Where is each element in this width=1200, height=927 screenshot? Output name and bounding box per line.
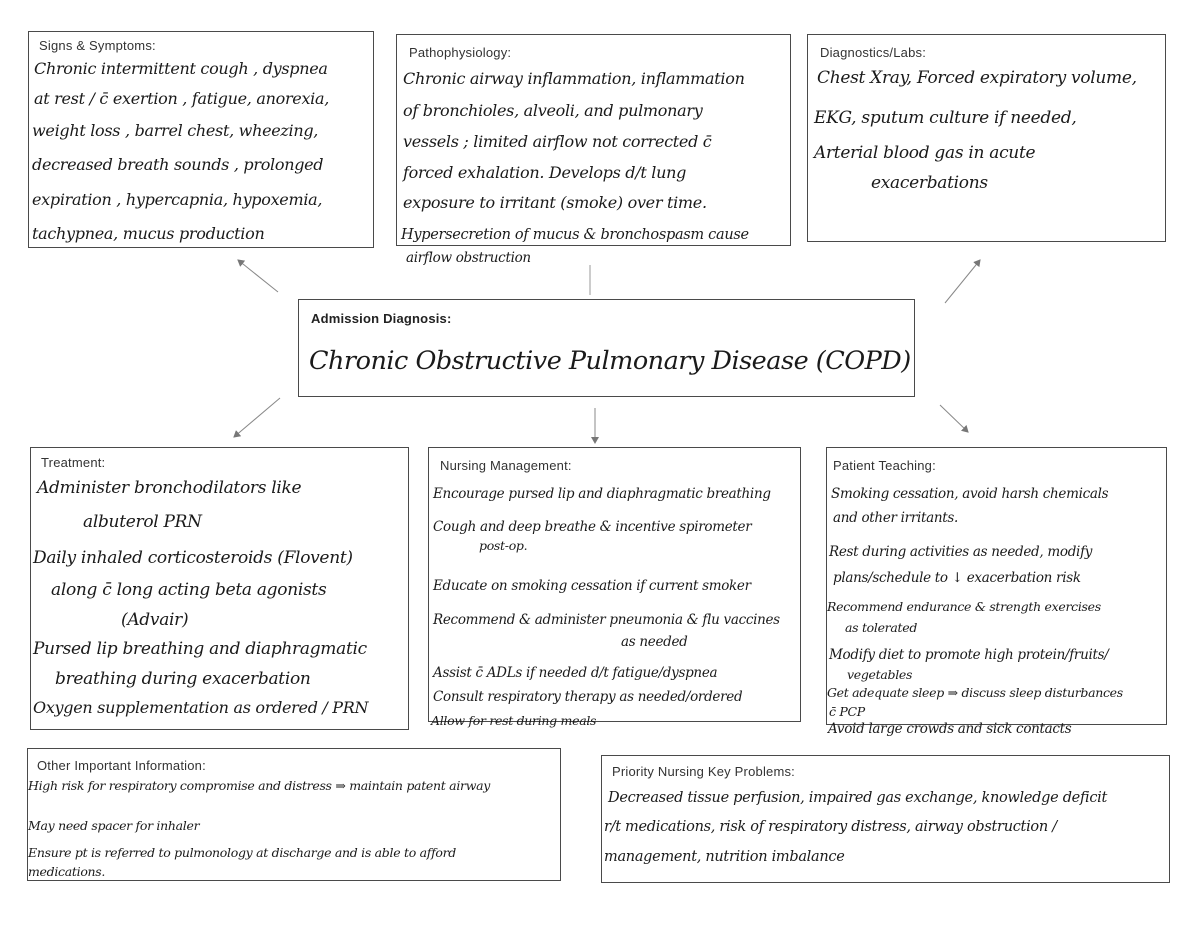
patho-line: vessels ; limited airflow not corrected c̄ — [403, 132, 712, 151]
diag-line: Arterial blood gas in acute — [814, 143, 1036, 163]
teaching-line: as tolerated — [845, 620, 918, 635]
treatment-line: albuterol PRN — [83, 512, 202, 532]
nursing-line: Allow for rest during meals — [431, 713, 597, 728]
priority-line: r/t medications, risk of respiratory distress, airway obstruction / — [604, 819, 1057, 835]
treatment-line: Oxygen supplementation as ordered / PRN — [33, 698, 369, 717]
other-line: May need spacer for inhaler — [28, 818, 200, 833]
treatment-box — [30, 447, 409, 730]
nursing-management-label: Nursing Management: — [440, 458, 572, 473]
patho-line: Hypersecretion of mucus & bronchospasm cause — [401, 227, 749, 243]
patho-line: exposure to irritant (smoke) over time. — [403, 193, 707, 212]
nursing-line: as needed — [621, 634, 688, 650]
diag-line: Chest Xray, Forced expiratory volume, — [817, 68, 1137, 88]
nursing-management-box — [428, 447, 801, 728]
nursing-line: Assist c̄ ADLs if needed d/t fatigue/dyspnea — [433, 665, 718, 681]
teaching-line: Get adequate sleep ⇒ discuss sleep disturbances — [827, 685, 1123, 700]
treatment-line: Daily inhaled corticosteroids (Flovent) — [33, 548, 353, 568]
arrow-to-diag — [945, 260, 980, 303]
teaching-line: Smoking cessation, avoid harsh chemicals — [831, 486, 1109, 502]
patho-line: Chronic airway inflammation, inflammation — [403, 69, 745, 88]
other-line: medications. — [28, 864, 106, 879]
teaching-line: Modify diet to promote high protein/fruits/ — [829, 647, 1109, 663]
nursing-line: Consult respiratory therapy as needed/ordered — [433, 689, 743, 705]
teaching-line: Recommend endurance & strength exercises — [827, 599, 1101, 614]
teaching-line-overflow: Avoid large crowds and sick contacts — [828, 721, 1072, 737]
nursing-line: Encourage pursed lip and diaphragmatic breathing — [433, 486, 771, 502]
diag-line: exacerbations — [871, 173, 988, 193]
signs-line: weight loss , barrel chest, wheezing, — [32, 121, 319, 140]
other-info-label: Other Important Information: — [37, 758, 206, 773]
admission-diagnosis-text: Chronic Obstructive Pulmonary Disease (COPD) — [309, 346, 911, 376]
arrow-to-treatment — [234, 398, 280, 437]
other-line: High risk for respiratory compromise and distress ⇒ maintain patent airway — [28, 778, 491, 793]
signs-line: decreased breath sounds , prolonged — [32, 155, 324, 174]
teaching-line: vegetables — [847, 667, 913, 682]
priority-line: Decreased tissue perfusion, impaired gas exchange, knowledge deficit — [608, 790, 1108, 806]
nursing-line: post-op. — [479, 538, 528, 553]
teaching-line: c̄ PCP — [829, 704, 865, 719]
nursing-line: Recommend & administer pneumonia & flu vaccines — [433, 612, 780, 628]
admission-diagnosis-box — [298, 299, 915, 397]
priority-problems-box — [601, 755, 1170, 883]
treatment-line: Pursed lip breathing and diaphragmatic — [33, 639, 367, 659]
nursing-line: Cough and deep breathe & incentive spirometer — [433, 519, 752, 535]
admission-diagnosis-label: Admission Diagnosis: — [311, 311, 452, 326]
signs-line: at rest / c̄ exertion , fatigue, anorexia, — [34, 89, 330, 108]
pathophysiology-box — [396, 34, 791, 246]
pathophysiology-label: Pathophysiology: — [409, 45, 512, 60]
other-info-box — [27, 748, 561, 881]
signs-line: expiration , hypercapnia, hypoxemia, — [32, 190, 323, 209]
treatment-line: (Advair) — [121, 610, 189, 630]
patient-teaching-label: Patient Teaching: — [833, 458, 936, 473]
signs-symptoms-label: Signs & Symptoms: — [39, 38, 156, 53]
patient-teaching-box — [826, 447, 1167, 725]
signs-line: tachypnea, mucus production — [32, 224, 265, 243]
teaching-line: Rest during activities as needed, modify — [829, 544, 1093, 560]
signs-line: Chronic intermittent cough , dyspnea — [34, 59, 328, 78]
priority-problems-label: Priority Nursing Key Problems: — [612, 764, 795, 779]
teaching-line: and other irritants. — [833, 510, 959, 526]
treatment-line: along c̄ long acting beta agonists — [51, 580, 327, 600]
teaching-line: plans/schedule to ↓ exacerbation risk — [833, 570, 1081, 586]
diagnostics-box — [807, 34, 1166, 242]
other-line: Ensure pt is referred to pulmonology at discharge and is able to afford — [28, 845, 457, 860]
treatment-line: Administer bronchodilators like — [37, 478, 302, 498]
diagnostics-label: Diagnostics/Labs: — [820, 45, 927, 60]
treatment-line: breathing during exacerbation — [55, 669, 311, 689]
diag-line: EKG, sputum culture if needed, — [814, 108, 1077, 128]
nursing-line: Educate on smoking cessation if current smoker — [433, 578, 751, 594]
patho-line: forced exhalation. Develops d/t lung — [403, 163, 687, 182]
patho-line-overflow: airflow obstruction — [406, 250, 531, 266]
arrow-to-signs — [238, 260, 278, 292]
priority-line: management, nutrition imbalance — [604, 849, 845, 865]
signs-symptoms-box — [28, 31, 374, 248]
arrow-to-teaching — [940, 405, 968, 432]
patho-line: of bronchioles, alveoli, and pulmonary — [403, 101, 703, 120]
treatment-label: Treatment: — [41, 455, 106, 470]
